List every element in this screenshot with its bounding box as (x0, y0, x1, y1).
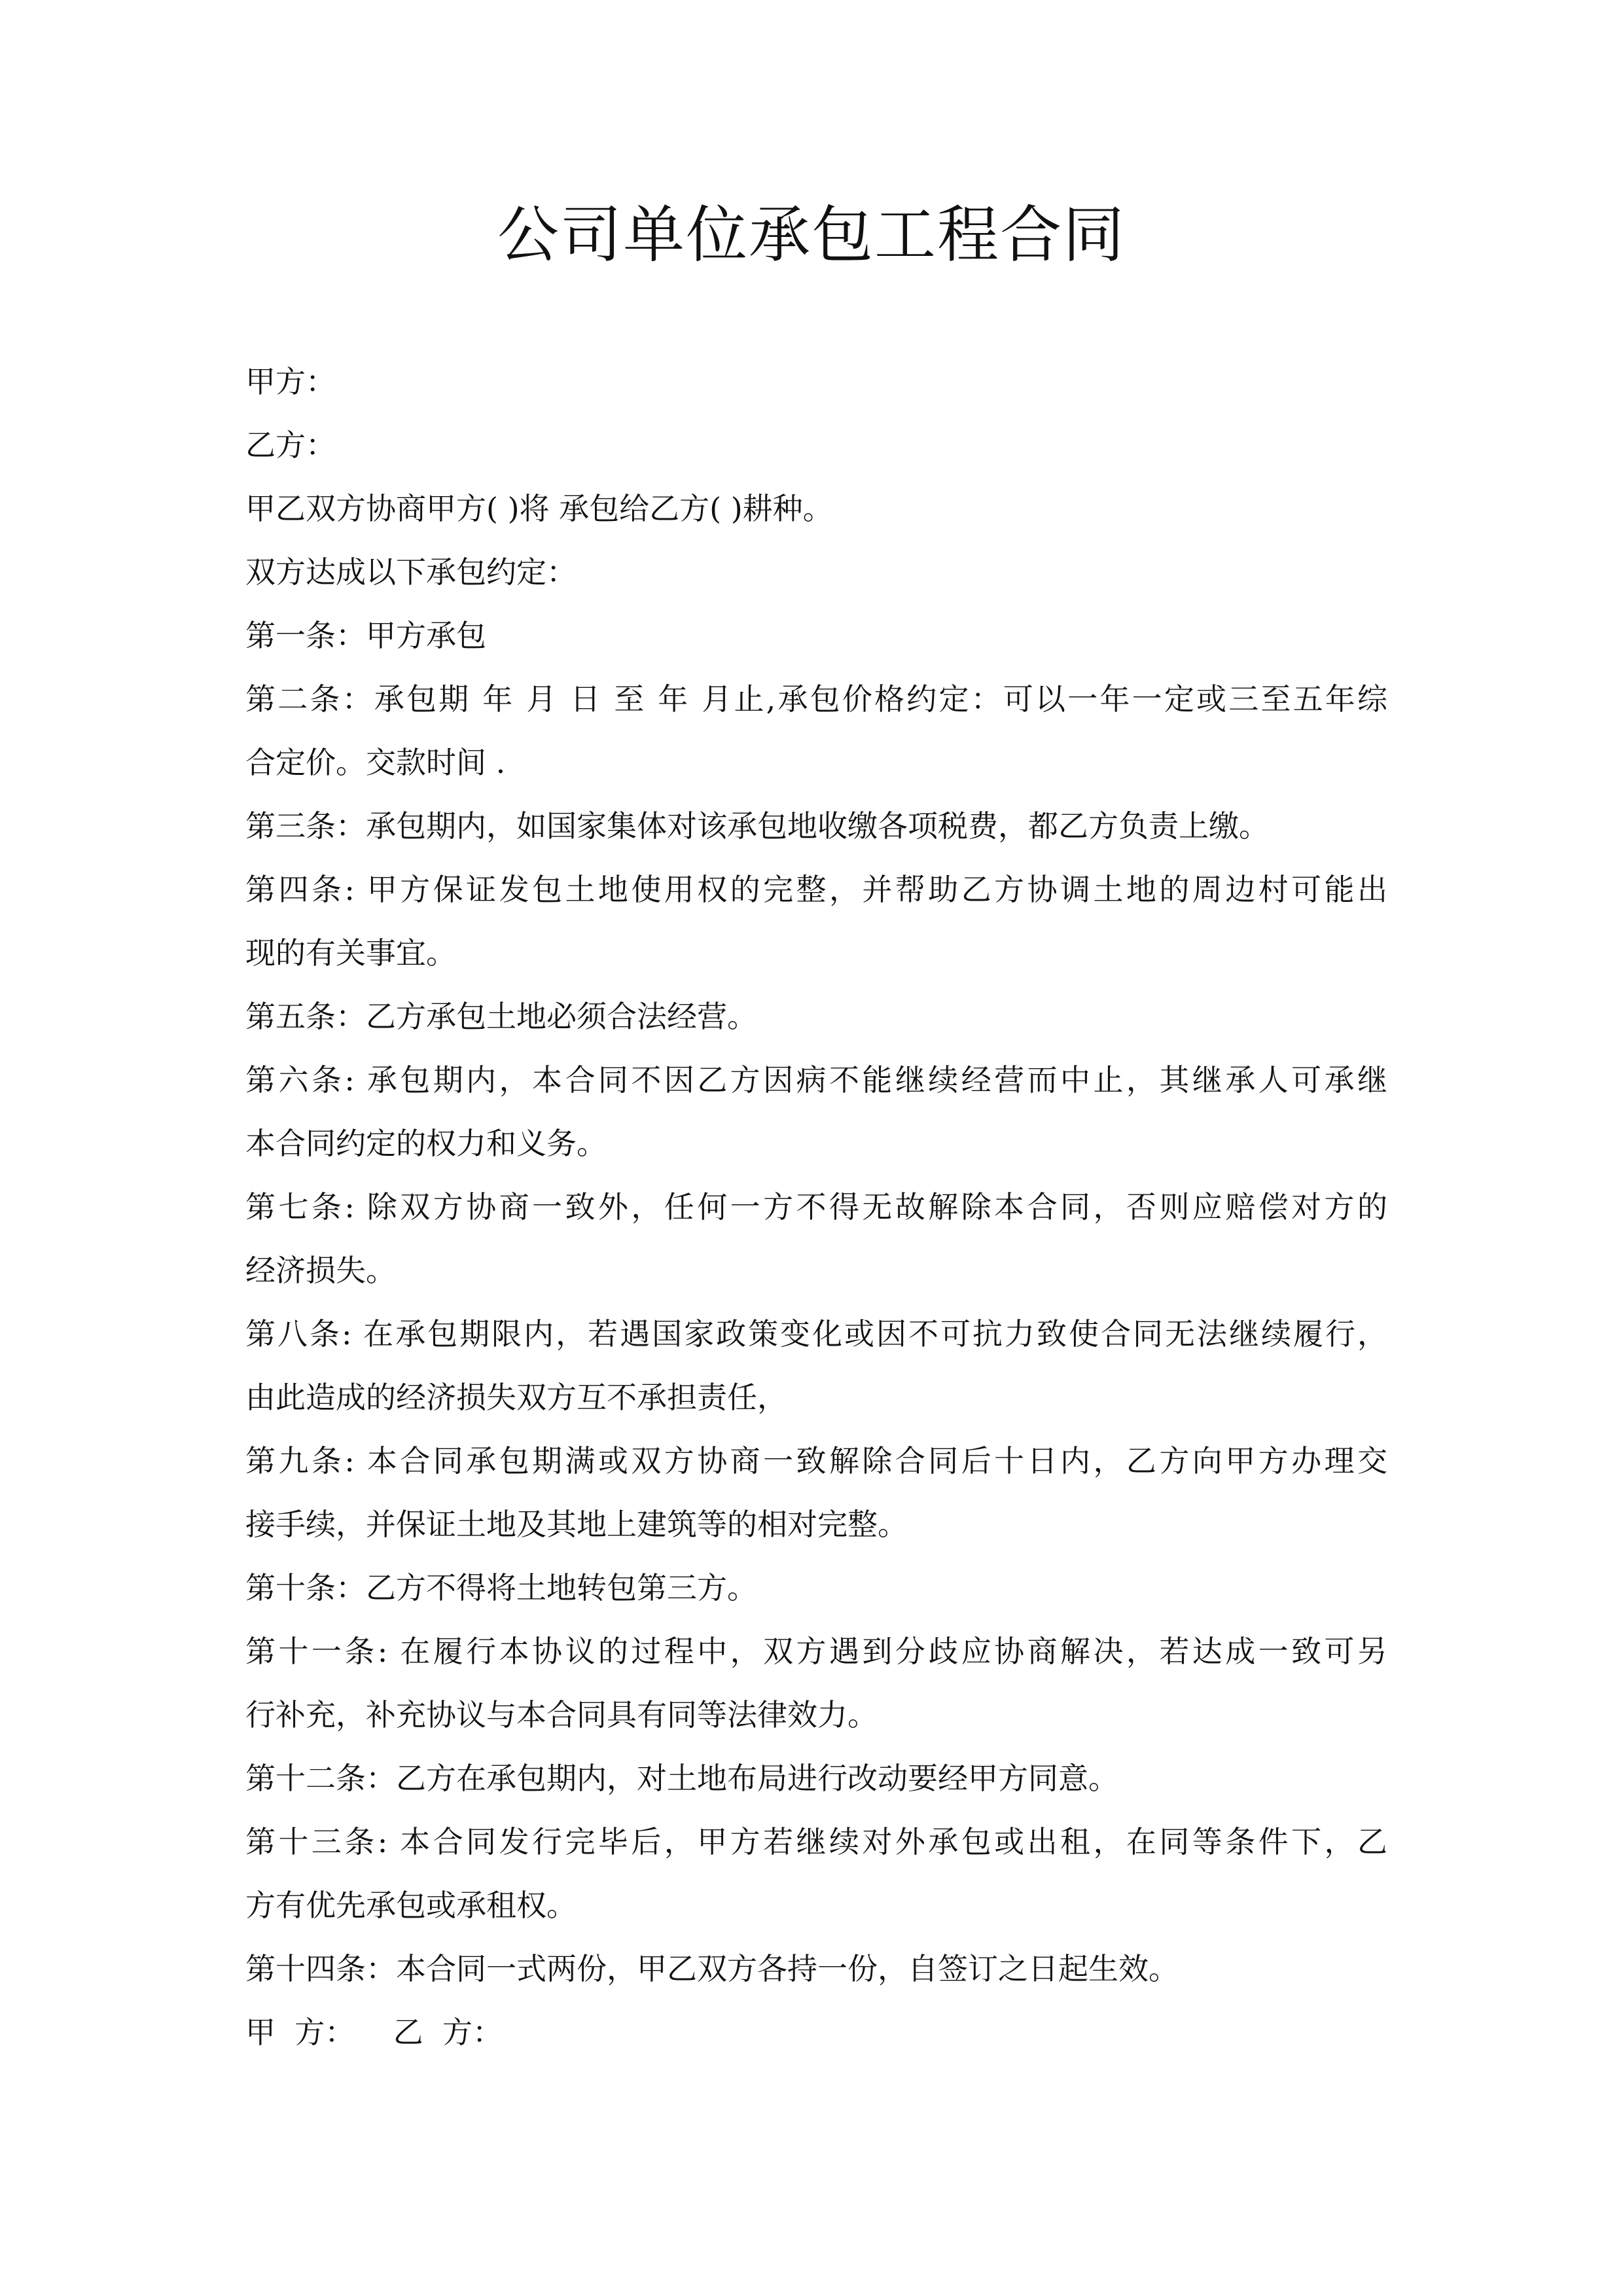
clause-8-line-2: 由此造成的经济损失双方互不承担责任， (245, 1380, 787, 1415)
clause-7-line-1: 第七条: 除双方协商一致外，任何一方不得无故解除本合同，否则应赔偿对方的 (245, 1189, 1387, 1225)
party-a-line: 甲方： (245, 364, 336, 399)
signature-line: 甲 方： 乙 方： (245, 2015, 503, 2050)
clause-11-line-1: 第十一条: 在履行本协议的过程中，双方遇到分歧应协商解决，若达成一致可另 (245, 1634, 1387, 1669)
document-title: 公司单位承包工程合同 (497, 200, 1126, 271)
clause-4-line-1: 第四条: 甲方保证发包土地使用权的完整，并帮助乙方协调土地的周边村可能出 (245, 872, 1387, 907)
clause-13-line-2: 方有优先承包或承租权。 (245, 1888, 577, 1923)
clause-2-line-1: 第二条：承包期 年 月 日 至 年 月止,承包价格约定：可以一年一定或三至五年综 (245, 681, 1387, 717)
clause-5: 第五条：乙方承包土地必须合法经营。 (245, 999, 757, 1034)
clause-14: 第十四条：本合同一式两份，甲乙双方各持一份，自签订之日起生效。 (245, 1951, 1179, 1986)
clause-13-line-1: 第十三条: 本合同发行完毕后，甲方若继续对外承包或出租，在同等条件下，乙 (245, 1824, 1387, 1859)
clause-10: 第十条：乙方不得将土地转包第三方。 (245, 1570, 757, 1605)
clause-11-line-2: 行补充，补充协议与本合同具有同等法律效力。 (245, 1697, 878, 1732)
clause-4-line-2: 现的有关事宜。 (245, 935, 456, 971)
clause-3: 第三条：承包期内，如国家集体对该承包地收缴各项税费，都乙方负责上缴。 (245, 808, 1269, 844)
clause-6-line-1: 第六条: 承包期内，本合同不因乙方因病不能继续经营而中止，其继承人可承继 (245, 1062, 1387, 1098)
clause-8-line-1: 第八条: 在承包期限内，若遇国家政策变化或因不可抗力致使合同无法继续履行， (245, 1316, 1387, 1352)
clause-6-line-2: 本合同约定的权力和义务。 (245, 1126, 607, 1161)
clause-9-line-2: 接手续，并保证土地及其地上建筑等的相对完整。 (245, 1507, 908, 1542)
clause-7-line-2: 经济损失。 (245, 1253, 396, 1288)
clause-9-line-1: 第九条: 本合同承包期满或双方协商一致解除合同后十日内，乙方向甲方办理交 (245, 1443, 1387, 1479)
intro-line: 甲乙双方协商甲方( )将 承包给乙方( )耕种。 (245, 491, 833, 526)
party-b-line: 乙方： (245, 427, 336, 463)
clause-2-line-2: 合定价。交款时间 . (245, 745, 506, 780)
contract-body (245, 350, 1387, 2064)
clause-1: 第一条：甲方承包 (245, 618, 486, 653)
clause-12: 第十二条：乙方在承包期内，对土地布局进行改动要经甲方同意。 (245, 1761, 1118, 1796)
agreement-intro-line: 双方达成以下承包约定： (245, 554, 577, 590)
